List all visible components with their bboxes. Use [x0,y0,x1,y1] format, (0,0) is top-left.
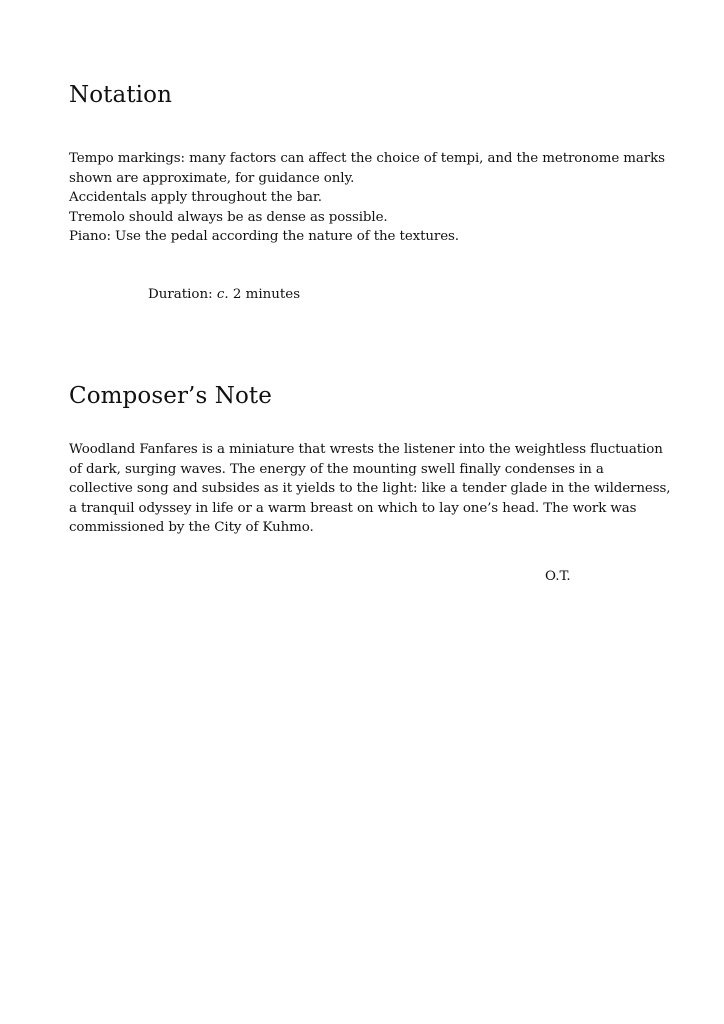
composer-signature: O.T. [545,569,571,584]
notation-line: Piano: Use the pedal according the nature of the textures. [69,229,459,245]
composers-note-line: a tranquil odyssey in life or a warm breast on which to lay one’s head. The work was [69,500,637,516]
composers-note-line: of dark, surging waves. The energy of the mounting swell finally condenses in a [69,461,604,477]
notation-line: Tremolo should always be as dense as possible. [69,209,388,225]
notation-line: Accidentals apply throughout the bar. [69,190,322,206]
composers-note-line: Woodland Fanfares is a miniature that wrests the listener into the weightless fluctuation [69,442,663,457]
composers-note-line: collective song and subsides as it yields to the light: like a tender glade in the wilderness, [69,481,671,497]
duration-label: Duration: [148,287,213,302]
notation-line: shown are approximate, for guidance only. [69,170,355,186]
duration-approx: c. [216,287,229,302]
composers-note-paragraph [69,440,669,538]
duration-value: 2 minutes [232,287,301,302]
composers-note-line: commissioned by the City of Kuhmo. [69,520,314,536]
notation-paragraph [69,149,669,247]
duration-line [148,287,300,302]
notation-heading: Notation [69,82,172,108]
composers-note-heading: Composer’s Note [69,383,272,409]
notation-line: Tempo markings: many factors can affect the choice of tempi, and the metronome marks [69,151,665,166]
